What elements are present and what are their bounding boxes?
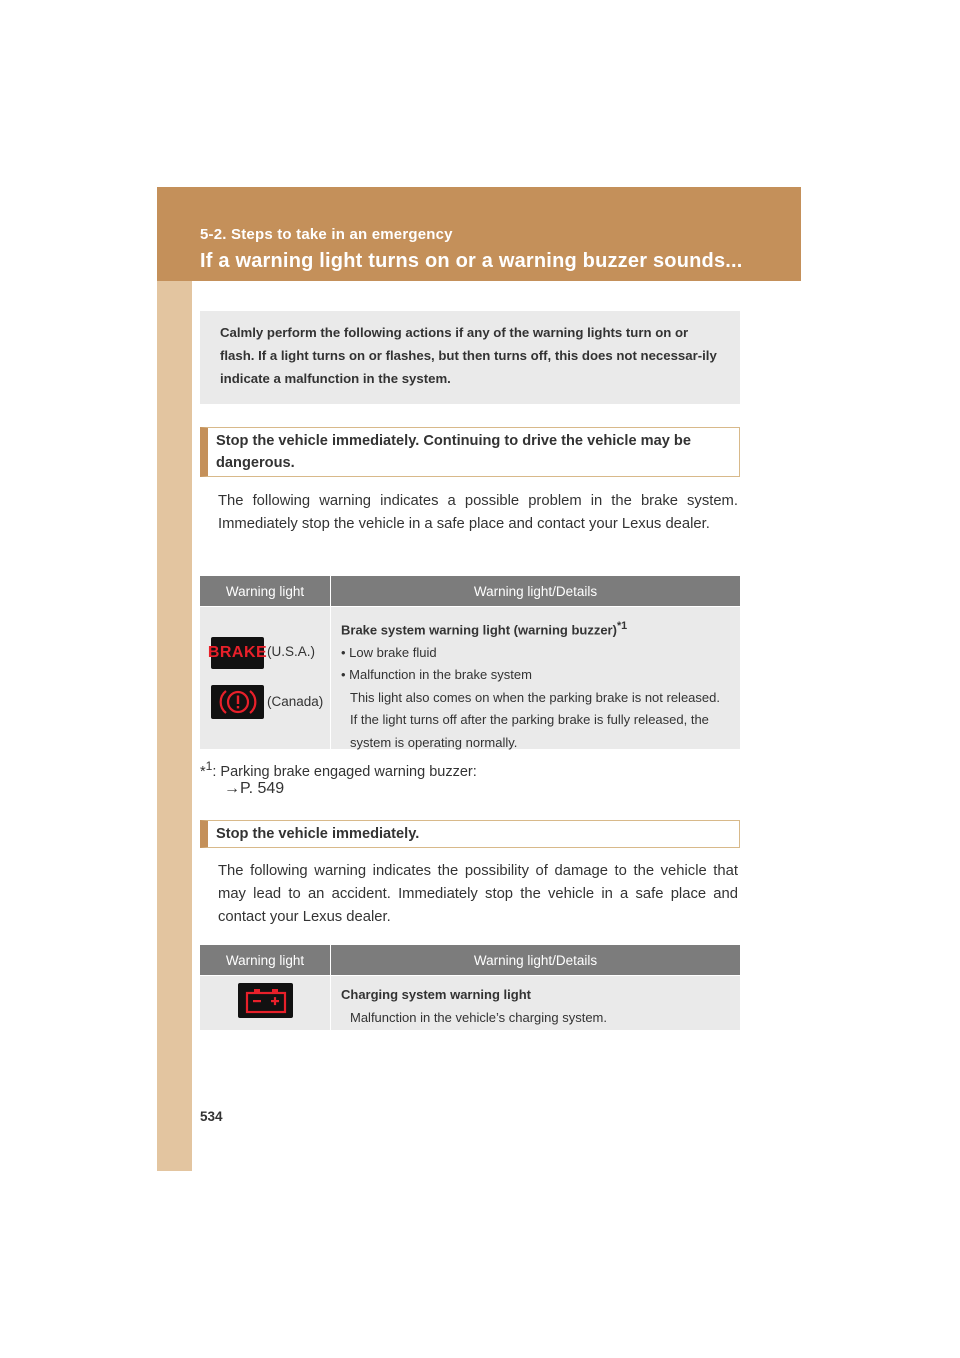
warning-light-cell — [200, 976, 331, 1030]
section1-heading: Stop the vehicle immediately. Continuing to drive the vehicle may be dangerous. — [200, 427, 740, 477]
caption-canada: (Canada) — [267, 694, 324, 709]
column-header-warning-light: Warning light — [200, 945, 331, 975]
table-header — [200, 576, 740, 606]
page-reference-link[interactable]: →P. 549 — [224, 780, 285, 797]
brake-warning-icon: BRAKE — [211, 637, 264, 669]
column-header-warning-light: Warning light — [200, 576, 331, 606]
column-header-details: Warning light/Details — [473, 583, 598, 599]
section2-body: The following warning indicates the possibility of damage to the vehicle that may lead to an accident. Immediately stop the vehicle in a safe place and contact your Lexus dealer. — [218, 863, 738, 925]
section1-body: The following warning indicates a possible problem in the brake system. Immediately stop the vehicle in a safe place and contact your Lexus dealer. — [218, 493, 738, 532]
section-label: 5-2. Steps to take in an emergency — [200, 226, 453, 243]
page-number: 534 — [200, 1109, 223, 1124]
table-row — [200, 606, 740, 749]
charging-warning-table — [200, 945, 740, 1030]
section2-heading: Stop the vehicle immediately. — [200, 820, 740, 848]
footnote-asterisk: * — [200, 763, 206, 780]
brake-warning-table — [200, 576, 740, 749]
details-cell — [331, 607, 740, 749]
charging-warning-detail: Malfunction in the vehicle’s charging system. — [350, 1009, 607, 1025]
charging-warning-title: Charging system warning light — [341, 987, 531, 1002]
footnote-text: : Parking brake engaged warning buzzer: — [212, 763, 477, 780]
caption-usa: (U.S.A.) — [267, 644, 316, 659]
footnote-number: 1 — [205, 759, 213, 773]
footnote-marker: *1 — [616, 620, 628, 632]
left-margin-band — [157, 187, 192, 1171]
page-title: If a warning light turns on or a warning buzzer sounds... — [200, 250, 743, 272]
bullet-low-brake-fluid: • Low brake fluid — [341, 644, 437, 660]
table-row — [200, 975, 740, 1030]
brake-warning-title: Brake system warning light (warning buzzer)$^{*1}$ — [341, 620, 628, 638]
warning-light-cell — [200, 607, 331, 749]
table-header — [200, 945, 740, 975]
brake-circle-warning-icon — [211, 685, 264, 719]
intro-box: Calmly perform the following actions if any of the warning lights turn on or flash. If a light turns on or flashes, but then turns off, this does not necessar-ily indicate a malfunction in the system. — [200, 311, 740, 404]
brake-warning-note: This light also comes on when the parking brake is not released. If the light turns off after the parking brake is fully released, the system is operating normally. — [350, 689, 720, 750]
details-cell — [331, 976, 740, 1030]
bullet-malfunction: • Malfunction in the brake system — [341, 667, 532, 683]
battery-warning-icon — [238, 983, 293, 1018]
column-header-details: Warning light/Details — [473, 952, 598, 968]
